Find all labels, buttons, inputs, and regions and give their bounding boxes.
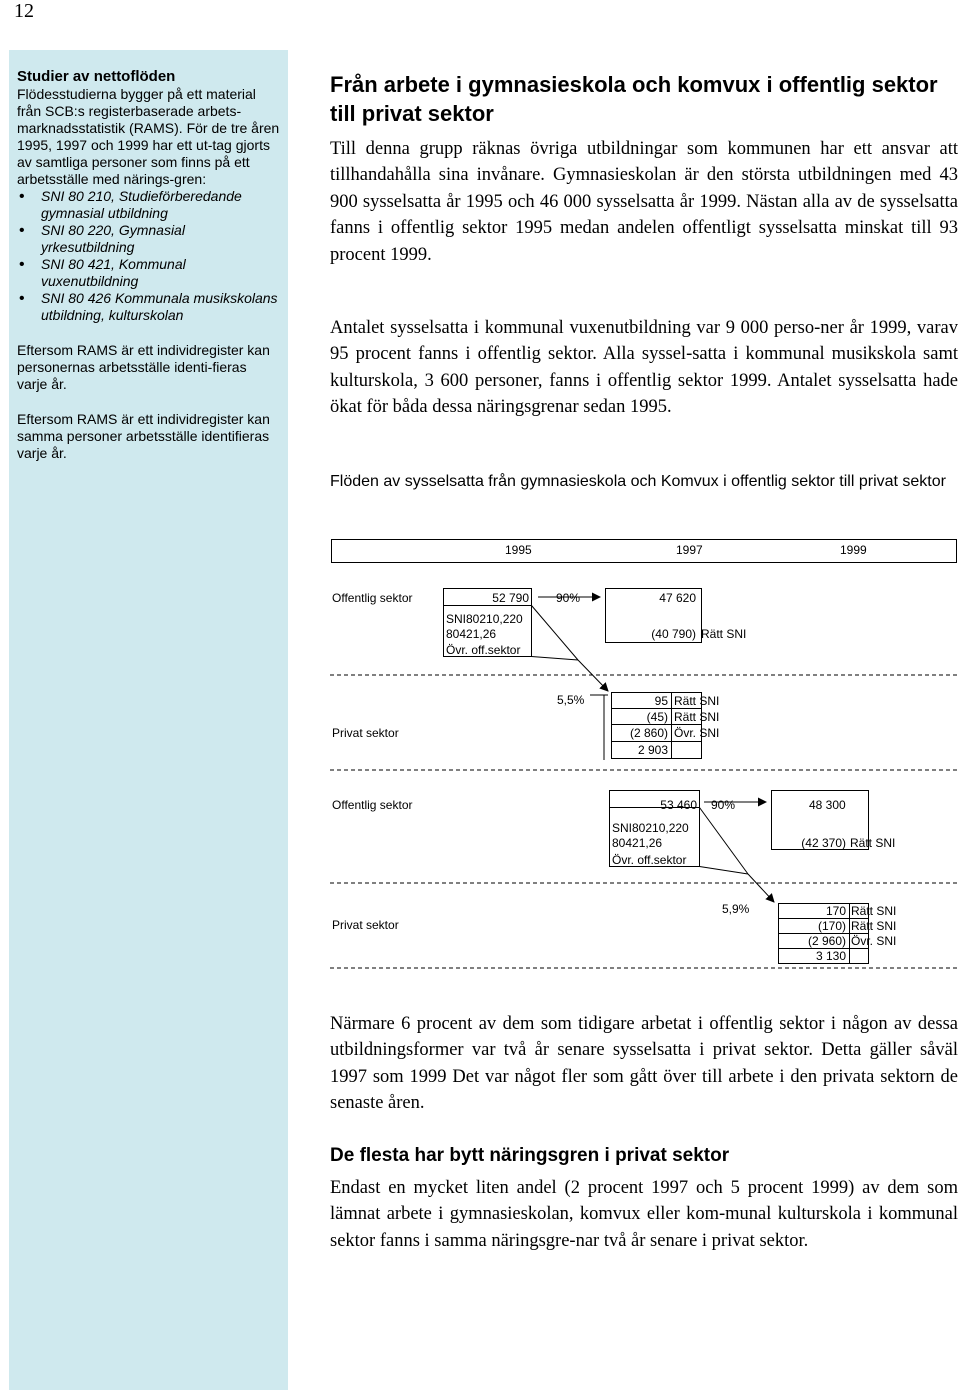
sni-code-line1: SNI80210,220 bbox=[612, 821, 689, 835]
private-ratt2-value: (45) bbox=[646, 710, 668, 724]
offentlig-start-value: 53 460 bbox=[660, 798, 697, 812]
ratt-sni-value: (42 370) bbox=[801, 836, 846, 850]
private-total: 3 130 bbox=[815, 949, 846, 963]
offentlig-end-value: 48 300 bbox=[809, 798, 846, 812]
private-ovr-label: Övr. SNI bbox=[851, 934, 897, 948]
offentlig-end-value: 47 620 bbox=[659, 591, 696, 605]
sidebar-list-item: • SNI 80 210, Studieförberedande gymnasial utbildning bbox=[17, 188, 280, 222]
ratt-sni-label: Rätt SNI bbox=[850, 836, 896, 850]
private-ratt-value: 170 bbox=[825, 904, 846, 918]
year-1997: 1997 bbox=[676, 543, 703, 557]
private-ratt-value: 95 bbox=[654, 694, 668, 708]
stay-percent: 90% bbox=[556, 591, 581, 605]
private-ratt2-value: (170) bbox=[817, 919, 846, 933]
private-ovr-value: (2 860) bbox=[629, 726, 668, 740]
offentlig-sektor-label: Offentlig sektor bbox=[332, 798, 413, 812]
paragraph-3: Närmare 6 procent av dem som tidigare arbetat i offentlig sektor i någon av dessa utbildningsformer var två år senare sysselsatta i privat sektor. Detta gäller såväl 1997 som 1999 Det var något fler som gått över till arbete i den privata sektorn de senaste åren. bbox=[330, 1014, 958, 1114]
ovr-off-sektor: Övr. off.sektor bbox=[446, 643, 521, 657]
article-heading: Från arbete i gymnasieskola och komvux i offentlig sektor till privat sektor bbox=[330, 72, 938, 126]
stay-percent: 90% bbox=[711, 798, 736, 812]
ovr-off-sektor: Övr. off.sektor bbox=[612, 853, 687, 867]
private-total: 2 903 bbox=[637, 743, 668, 757]
ratt-sni-value: (40 790) bbox=[651, 627, 696, 641]
paragraph-4: Endast en mycket liten andel (2 procent 1997 och 5 procent 1999) av dem som lämnat arbete i gymnasieskolan, komvux eller kom-munal kulturskola i kommunal sektor fanns i samma näringsgre-nar två år senare i privat sektor. bbox=[330, 1178, 958, 1251]
sidebar-box bbox=[9, 50, 288, 1390]
offentlig-start-value: 52 790 bbox=[492, 591, 529, 605]
ratt-sni-label: Rätt SNI bbox=[701, 627, 747, 641]
sidebar-title: Studier av nettoflöden bbox=[17, 68, 176, 85]
private-ratt-label: Rätt SNI bbox=[851, 904, 897, 918]
private-ratt-label: Rätt SNI bbox=[674, 694, 720, 708]
paragraph-1: Till denna grupp räknas övriga utbildningar som kommunen har ett ansvar att tillhandahålla sina invånare. Gymnasieskolan är den största utbildningen med 43 900 sysselsatta år 1995 och 46 000 sysselsatta år 1999. Nästan alla av de sysselsatta fanns i offentlig sektor 1995 medan andelen offentligt sysselsatta minskat till 93 procent 1999. bbox=[330, 139, 958, 265]
sidebar-list-item: • SNI 80 220, Gymnasial yrkesutbildning bbox=[17, 222, 280, 256]
year-1999: 1999 bbox=[840, 543, 867, 557]
sni-code-line2: 80421,26 bbox=[446, 627, 497, 641]
privat-sektor-label: Privat sektor bbox=[332, 726, 399, 740]
page-number: 12 bbox=[14, 0, 34, 22]
offentlig-sektor-label: Offentlig sektor bbox=[332, 591, 413, 605]
sni-code-line2: 80421,26 bbox=[612, 836, 663, 850]
sidebar-note-2: Eftersom RAMS är ett individregister kan samma personer arbetsställe identifieras varje år. bbox=[17, 411, 270, 461]
private-percent: 5,5% bbox=[557, 693, 585, 707]
sni-code-line1: SNI80210,220 bbox=[446, 612, 523, 626]
private-percent: 5,9% bbox=[722, 902, 750, 916]
private-ovr-label: Övr. SNI bbox=[674, 726, 720, 740]
year-1995: 1995 bbox=[505, 543, 532, 557]
sidebar-sni-list bbox=[17, 188, 280, 324]
flow-diagram bbox=[330, 530, 960, 1002]
sidebar-list-item: • SNI 80 421, Kommunal vuxenutbildning bbox=[17, 256, 280, 290]
privat-sektor-label: Privat sektor bbox=[332, 918, 399, 932]
section-heading: De flesta har bytt näringsgren i privat sektor bbox=[330, 1145, 730, 1166]
private-ovr-value: (2 960) bbox=[807, 934, 846, 948]
private-ratt2-label: Rätt SNI bbox=[674, 710, 720, 724]
sidebar-intro: Flödesstudierna bygger på ett material från SCB:s registerbaserade arbets-marknadsstatistik (RAMS). För de tre åren 1995, 1997 och 1999 har ett ut-tag gjorts av samtliga personer som finns på ett arbetsställe med närings-gren: bbox=[17, 86, 280, 187]
sidebar-note-1: Eftersom RAMS är ett individregister kan personernas arbetsställe identi-fieras varje år. bbox=[17, 342, 270, 392]
sidebar-list-item: • SNI 80 426 Kommunala musikskolans utbildning, kulturskolan bbox=[17, 290, 280, 324]
paragraph-2: Antalet sysselsatta i kommunal vuxenutbildning var 9 000 perso-ner år 1999, varav 95 procent fanns i offentlig sektor. Alla syssel-satta i kommunal musikskola samt kulturskola, 3 600 personer, fanns i offentlig sektor 1999. Antalet sysselsatta hade ökat för båda dessa näringsgrenar sedan 1995. bbox=[330, 318, 958, 418]
private-ratt2-label: Rätt SNI bbox=[851, 919, 897, 933]
figure-title: Flöden av sysselsatta från gymnasieskola och Komvux i offentlig sektor till privat sektor bbox=[330, 473, 946, 490]
